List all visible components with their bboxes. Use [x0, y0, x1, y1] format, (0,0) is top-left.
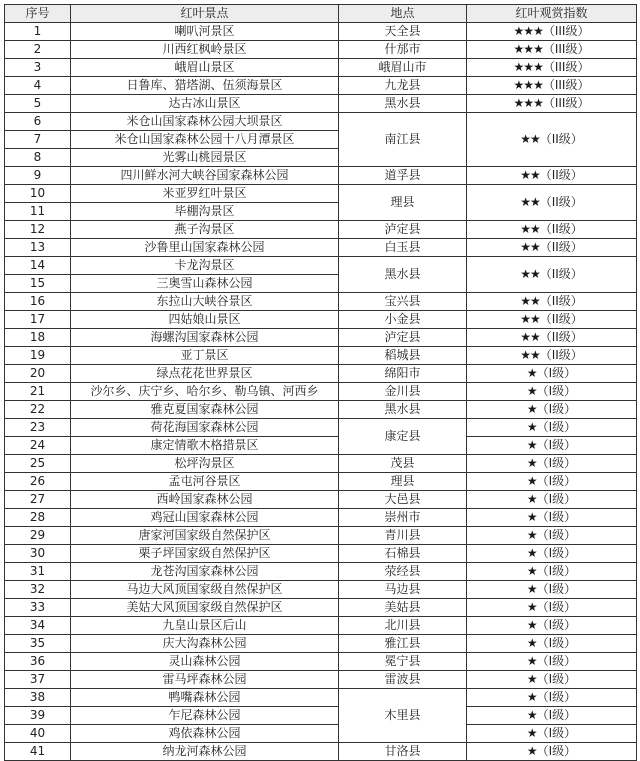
scenic-spot-name: 雅克夏国家森林公园 — [71, 401, 339, 419]
row-index: 25 — [5, 455, 71, 473]
scenic-spot-name: 米仓山国家森林公园大坝景区 — [71, 113, 339, 131]
row-index: 12 — [5, 221, 71, 239]
star-rating-icon: ★ — [526, 510, 537, 524]
table-row — [5, 311, 637, 329]
table-header — [5, 5, 637, 23]
star-rating-icon: ★ — [526, 564, 537, 578]
location-cell: 峨眉山市 — [339, 59, 467, 77]
grade-label: （I级） — [536, 600, 577, 614]
scenic-spot-name: 三奥雪山森林公园 — [71, 275, 339, 293]
viewing-index-cell — [467, 671, 637, 689]
star-rating-icon: ★ — [526, 420, 537, 434]
row-index: 22 — [5, 401, 71, 419]
scenic-spot-name: 喇叭河景区 — [71, 23, 339, 41]
grade-label: （I级） — [536, 708, 577, 722]
table-row — [5, 653, 637, 671]
grade-label: （II级） — [539, 240, 583, 254]
grade-label: （I级） — [536, 564, 577, 578]
row-index: 15 — [5, 275, 71, 293]
grade-label: （I级） — [536, 456, 577, 470]
scenic-spot-name: 松坪沟景区 — [71, 455, 339, 473]
viewing-index-cell — [467, 329, 637, 347]
location-cell: 道孚县 — [339, 167, 467, 185]
table-row — [5, 95, 637, 113]
scenic-spot-name: 海螺沟国家森林公园 — [71, 329, 339, 347]
header-row — [5, 5, 637, 23]
table-row — [5, 185, 637, 203]
viewing-index-cell — [467, 221, 637, 239]
table-body — [5, 23, 637, 761]
grade-label: （II级） — [539, 330, 583, 344]
star-rating-icon: ★ — [526, 636, 537, 650]
location-cell: 茂县 — [339, 455, 467, 473]
star-rating-icon: ★ — [526, 438, 537, 452]
scenic-spot-name: 沙鲁里山国家森林公园 — [71, 239, 339, 257]
star-rating-icon: ★★ — [520, 267, 540, 281]
location-cell: 雷波县 — [339, 671, 467, 689]
star-rating-icon: ★ — [526, 492, 537, 506]
star-rating-icon: ★ — [526, 654, 537, 668]
location-cell: 黑水县 — [339, 401, 467, 419]
scenic-spot-name: 日鲁库、猎塔湖、伍须海景区 — [71, 77, 339, 95]
header-viewing-index: 红叶观赏指数 — [467, 5, 637, 23]
viewing-index-cell — [467, 23, 637, 41]
scenic-spot-name: 东拉山大峡谷景区 — [71, 293, 339, 311]
location-cell: 天全县 — [339, 23, 467, 41]
grade-label: （I级） — [536, 438, 577, 452]
table-row — [5, 617, 637, 635]
row-index: 33 — [5, 599, 71, 617]
viewing-index-cell — [467, 95, 637, 113]
row-index: 41 — [5, 743, 71, 761]
grade-label: （II级） — [539, 348, 583, 362]
viewing-index-cell — [467, 401, 637, 419]
grade-label: （III级） — [542, 24, 590, 38]
scenic-spot-name: 庆大沟森林公园 — [71, 635, 339, 653]
viewing-index-cell — [467, 743, 637, 761]
table-row — [5, 473, 637, 491]
location-cell: 甘洛县 — [339, 743, 467, 761]
scenic-spot-name: 峨眉山景区 — [71, 59, 339, 77]
viewing-index-cell — [467, 563, 637, 581]
row-index: 39 — [5, 707, 71, 725]
grade-label: （I级） — [536, 528, 577, 542]
table-row — [5, 599, 637, 617]
viewing-index-cell — [467, 473, 637, 491]
scenic-spot-name: 米仓山国家森林公园十八月潭景区 — [71, 131, 339, 149]
table-row — [5, 113, 637, 131]
location-cell: 泸定县 — [339, 221, 467, 239]
viewing-index-cell — [467, 77, 637, 95]
scenic-spot-name: 鸭嘴森林公园 — [71, 689, 339, 707]
grade-label: （II级） — [539, 294, 583, 308]
scenic-spot-name: 孟屯河谷景区 — [71, 473, 339, 491]
location-cell: 白玉县 — [339, 239, 467, 257]
grade-label: （II级） — [539, 267, 583, 281]
location-cell: 理县 — [339, 473, 467, 491]
row-index: 11 — [5, 203, 71, 221]
viewing-index-cell — [467, 635, 637, 653]
table-row — [5, 329, 637, 347]
row-index: 2 — [5, 41, 71, 59]
scenic-spot-name: 四姑娘山景区 — [71, 311, 339, 329]
scenic-spot-name: 康定情歌木格措景区 — [71, 437, 339, 455]
table-row — [5, 725, 637, 743]
scenic-spot-name: 达古冰山景区 — [71, 95, 339, 113]
row-index: 31 — [5, 563, 71, 581]
grade-label: （I级） — [536, 582, 577, 596]
scenic-spot-name: 鸡冠山国家森林公园 — [71, 509, 339, 527]
location-cell: 木里县 — [339, 689, 467, 743]
location-cell: 泸定县 — [339, 329, 467, 347]
table-row — [5, 167, 637, 185]
table-row — [5, 41, 637, 59]
table-row — [5, 581, 637, 599]
viewing-index-cell — [467, 41, 637, 59]
table-row — [5, 743, 637, 761]
star-rating-icon: ★★★ — [513, 24, 543, 38]
scenic-spot-name: 川西红枫岭景区 — [71, 41, 339, 59]
viewing-index-cell — [467, 509, 637, 527]
header-index: 序号 — [5, 5, 71, 23]
row-index: 26 — [5, 473, 71, 491]
scenic-spot-name: 九皇山景区后山 — [71, 617, 339, 635]
star-rating-icon: ★★★ — [513, 96, 543, 110]
scenic-spot-name: 栗子坪国家级自然保护区 — [71, 545, 339, 563]
row-index: 28 — [5, 509, 71, 527]
header-location: 地点 — [339, 5, 467, 23]
location-cell: 北川县 — [339, 617, 467, 635]
table-row — [5, 437, 637, 455]
table-row — [5, 419, 637, 437]
location-cell: 理县 — [339, 185, 467, 221]
star-rating-icon: ★★★ — [513, 78, 543, 92]
location-cell: 石棉县 — [339, 545, 467, 563]
table-row — [5, 23, 637, 41]
location-cell: 冕宁县 — [339, 653, 467, 671]
row-index: 40 — [5, 725, 71, 743]
star-rating-icon: ★ — [526, 384, 537, 398]
viewing-index-cell — [467, 59, 637, 77]
row-index: 6 — [5, 113, 71, 131]
star-rating-icon: ★★ — [520, 240, 540, 254]
viewing-index-cell — [467, 293, 637, 311]
viewing-index-cell — [467, 455, 637, 473]
location-cell: 崇州市 — [339, 509, 467, 527]
scenic-spot-name: 纳龙河森林公园 — [71, 743, 339, 761]
star-rating-icon: ★ — [526, 672, 537, 686]
table-row — [5, 365, 637, 383]
row-index: 4 — [5, 77, 71, 95]
location-cell: 美姑县 — [339, 599, 467, 617]
grade-label: （I级） — [536, 546, 577, 560]
location-cell: 金川县 — [339, 383, 467, 401]
star-rating-icon: ★★ — [520, 312, 540, 326]
viewing-index-cell — [467, 725, 637, 743]
grade-label: （I级） — [536, 690, 577, 704]
row-index: 1 — [5, 23, 71, 41]
grade-label: （II级） — [539, 195, 583, 209]
star-rating-icon: ★ — [526, 582, 537, 596]
viewing-index-cell — [467, 167, 637, 185]
star-rating-icon: ★ — [526, 744, 537, 758]
scenic-spot-name: 米亚罗红叶景区 — [71, 185, 339, 203]
table-row — [5, 383, 637, 401]
location-cell: 康定县 — [339, 419, 467, 455]
grade-label: （I级） — [536, 420, 577, 434]
grade-label: （I级） — [536, 726, 577, 740]
viewing-index-cell — [467, 437, 637, 455]
header-scenic-spot: 红叶景点 — [71, 5, 339, 23]
viewing-index-cell — [467, 491, 637, 509]
star-rating-icon: ★ — [526, 528, 537, 542]
row-index: 27 — [5, 491, 71, 509]
row-index: 35 — [5, 635, 71, 653]
scenic-spot-name: 荷花海国家森林公园 — [71, 419, 339, 437]
scenic-spot-name: 卡龙沟景区 — [71, 257, 339, 275]
star-rating-icon: ★★ — [520, 330, 540, 344]
table-row — [5, 527, 637, 545]
table-row — [5, 509, 637, 527]
star-rating-icon: ★ — [526, 690, 537, 704]
scenic-spot-name: 雷马坪森林公园 — [71, 671, 339, 689]
row-index: 5 — [5, 95, 71, 113]
scenic-spot-name: 唐家河国家级自然保护区 — [71, 527, 339, 545]
table-row — [5, 257, 637, 275]
viewing-index-cell — [467, 113, 637, 167]
table-row — [5, 401, 637, 419]
star-rating-icon: ★ — [526, 366, 537, 380]
row-index: 21 — [5, 383, 71, 401]
scenic-spot-name: 马边大风顶国家级自然保护区 — [71, 581, 339, 599]
grade-label: （III级） — [542, 42, 590, 56]
grade-label: （I级） — [536, 366, 577, 380]
location-cell: 黑水县 — [339, 257, 467, 293]
viewing-index-cell — [467, 545, 637, 563]
star-rating-icon: ★★ — [520, 222, 540, 236]
grade-label: （II级） — [539, 132, 583, 146]
viewing-index-cell — [467, 383, 637, 401]
table-row — [5, 59, 637, 77]
scenic-spot-name: 灵山森林公园 — [71, 653, 339, 671]
location-cell: 什邡市 — [339, 41, 467, 59]
grade-label: （I级） — [536, 384, 577, 398]
row-index: 16 — [5, 293, 71, 311]
table-row — [5, 347, 637, 365]
star-rating-icon: ★★ — [520, 294, 540, 308]
grade-label: （II级） — [539, 222, 583, 236]
grade-label: （III级） — [542, 78, 590, 92]
row-index: 7 — [5, 131, 71, 149]
star-rating-icon: ★ — [526, 600, 537, 614]
viewing-index-cell — [467, 185, 637, 221]
table-row — [5, 491, 637, 509]
location-cell: 青川县 — [339, 527, 467, 545]
viewing-index-cell — [467, 419, 637, 437]
scenic-spot-name: 四川鲜水河大峡谷国家森林公园 — [71, 167, 339, 185]
grade-label: （I级） — [536, 402, 577, 416]
row-index: 30 — [5, 545, 71, 563]
table-row — [5, 689, 637, 707]
viewing-index-cell — [467, 239, 637, 257]
row-index: 19 — [5, 347, 71, 365]
table-row — [5, 563, 637, 581]
row-index: 9 — [5, 167, 71, 185]
location-cell: 大邑县 — [339, 491, 467, 509]
star-rating-icon: ★★ — [520, 132, 540, 146]
row-index: 14 — [5, 257, 71, 275]
red-leaf-scenic-table — [4, 4, 637, 761]
grade-label: （I级） — [536, 744, 577, 758]
row-index: 38 — [5, 689, 71, 707]
star-rating-icon: ★ — [526, 708, 537, 722]
star-rating-icon: ★ — [526, 546, 537, 560]
scenic-spot-name: 龙苍沟国家森林公园 — [71, 563, 339, 581]
location-cell: 小金县 — [339, 311, 467, 329]
grade-label: （I级） — [536, 474, 577, 488]
star-rating-icon: ★★★ — [513, 42, 543, 56]
location-cell: 雅江县 — [339, 635, 467, 653]
row-index: 23 — [5, 419, 71, 437]
table-row — [5, 293, 637, 311]
viewing-index-cell — [467, 365, 637, 383]
viewing-index-cell — [467, 347, 637, 365]
location-cell: 荥经县 — [339, 563, 467, 581]
star-rating-icon: ★ — [526, 726, 537, 740]
table-row — [5, 635, 637, 653]
scenic-spot-name: 鸡依森林公园 — [71, 725, 339, 743]
location-cell: 南江县 — [339, 113, 467, 167]
viewing-index-cell — [467, 653, 637, 671]
location-cell: 宝兴县 — [339, 293, 467, 311]
viewing-index-cell — [467, 311, 637, 329]
scenic-spot-name: 光雾山桃园景区 — [71, 149, 339, 167]
grade-label: （I级） — [536, 618, 577, 632]
row-index: 24 — [5, 437, 71, 455]
viewing-index-cell — [467, 707, 637, 725]
viewing-index-cell — [467, 599, 637, 617]
row-index: 17 — [5, 311, 71, 329]
grade-label: （II级） — [539, 168, 583, 182]
scenic-spot-name: 燕子沟景区 — [71, 221, 339, 239]
row-index: 36 — [5, 653, 71, 671]
table-row — [5, 77, 637, 95]
row-index: 34 — [5, 617, 71, 635]
star-rating-icon: ★ — [526, 474, 537, 488]
viewing-index-cell — [467, 257, 637, 293]
row-index: 32 — [5, 581, 71, 599]
scenic-spot-name: 亚丁景区 — [71, 347, 339, 365]
row-index: 13 — [5, 239, 71, 257]
location-cell: 九龙县 — [339, 77, 467, 95]
location-cell: 黑水县 — [339, 95, 467, 113]
table-row — [5, 221, 637, 239]
star-rating-icon: ★ — [526, 402, 537, 416]
star-rating-icon: ★ — [526, 618, 537, 632]
location-cell: 马边县 — [339, 581, 467, 599]
viewing-index-cell — [467, 617, 637, 635]
table-row — [5, 455, 637, 473]
grade-label: （II级） — [539, 312, 583, 326]
grade-label: （III级） — [542, 60, 590, 74]
table-row — [5, 239, 637, 257]
scenic-spot-name: 美姑大风顶国家级自然保护区 — [71, 599, 339, 617]
row-index: 29 — [5, 527, 71, 545]
location-cell: 稻城县 — [339, 347, 467, 365]
star-rating-icon: ★ — [526, 456, 537, 470]
table-row — [5, 671, 637, 689]
grade-label: （I级） — [536, 636, 577, 650]
location-cell: 绵阳市 — [339, 365, 467, 383]
table-row — [5, 545, 637, 563]
star-rating-icon: ★★ — [520, 348, 540, 362]
scenic-spot-name: 毕棚沟景区 — [71, 203, 339, 221]
scenic-spot-name: 沙尔乡、庆宁乡、哈尔乡、勒乌镇、河西乡 — [71, 383, 339, 401]
row-index: 3 — [5, 59, 71, 77]
viewing-index-cell — [467, 527, 637, 545]
grade-label: （I级） — [536, 672, 577, 686]
scenic-spot-name: 西岭国家森林公园 — [71, 491, 339, 509]
star-rating-icon: ★★ — [520, 195, 540, 209]
viewing-index-cell — [467, 689, 637, 707]
grade-label: （I级） — [536, 492, 577, 506]
grade-label: （I级） — [536, 510, 577, 524]
scenic-spot-name: 绿点花花世界景区 — [71, 365, 339, 383]
row-index: 37 — [5, 671, 71, 689]
star-rating-icon: ★★★ — [513, 60, 543, 74]
viewing-index-cell — [467, 581, 637, 599]
row-index: 18 — [5, 329, 71, 347]
row-index: 20 — [5, 365, 71, 383]
scenic-spot-name: 乍尼森林公园 — [71, 707, 339, 725]
table-row — [5, 707, 637, 725]
row-index: 10 — [5, 185, 71, 203]
row-index: 8 — [5, 149, 71, 167]
star-rating-icon: ★★ — [520, 168, 540, 182]
grade-label: （III级） — [542, 96, 590, 110]
grade-label: （I级） — [536, 654, 577, 668]
